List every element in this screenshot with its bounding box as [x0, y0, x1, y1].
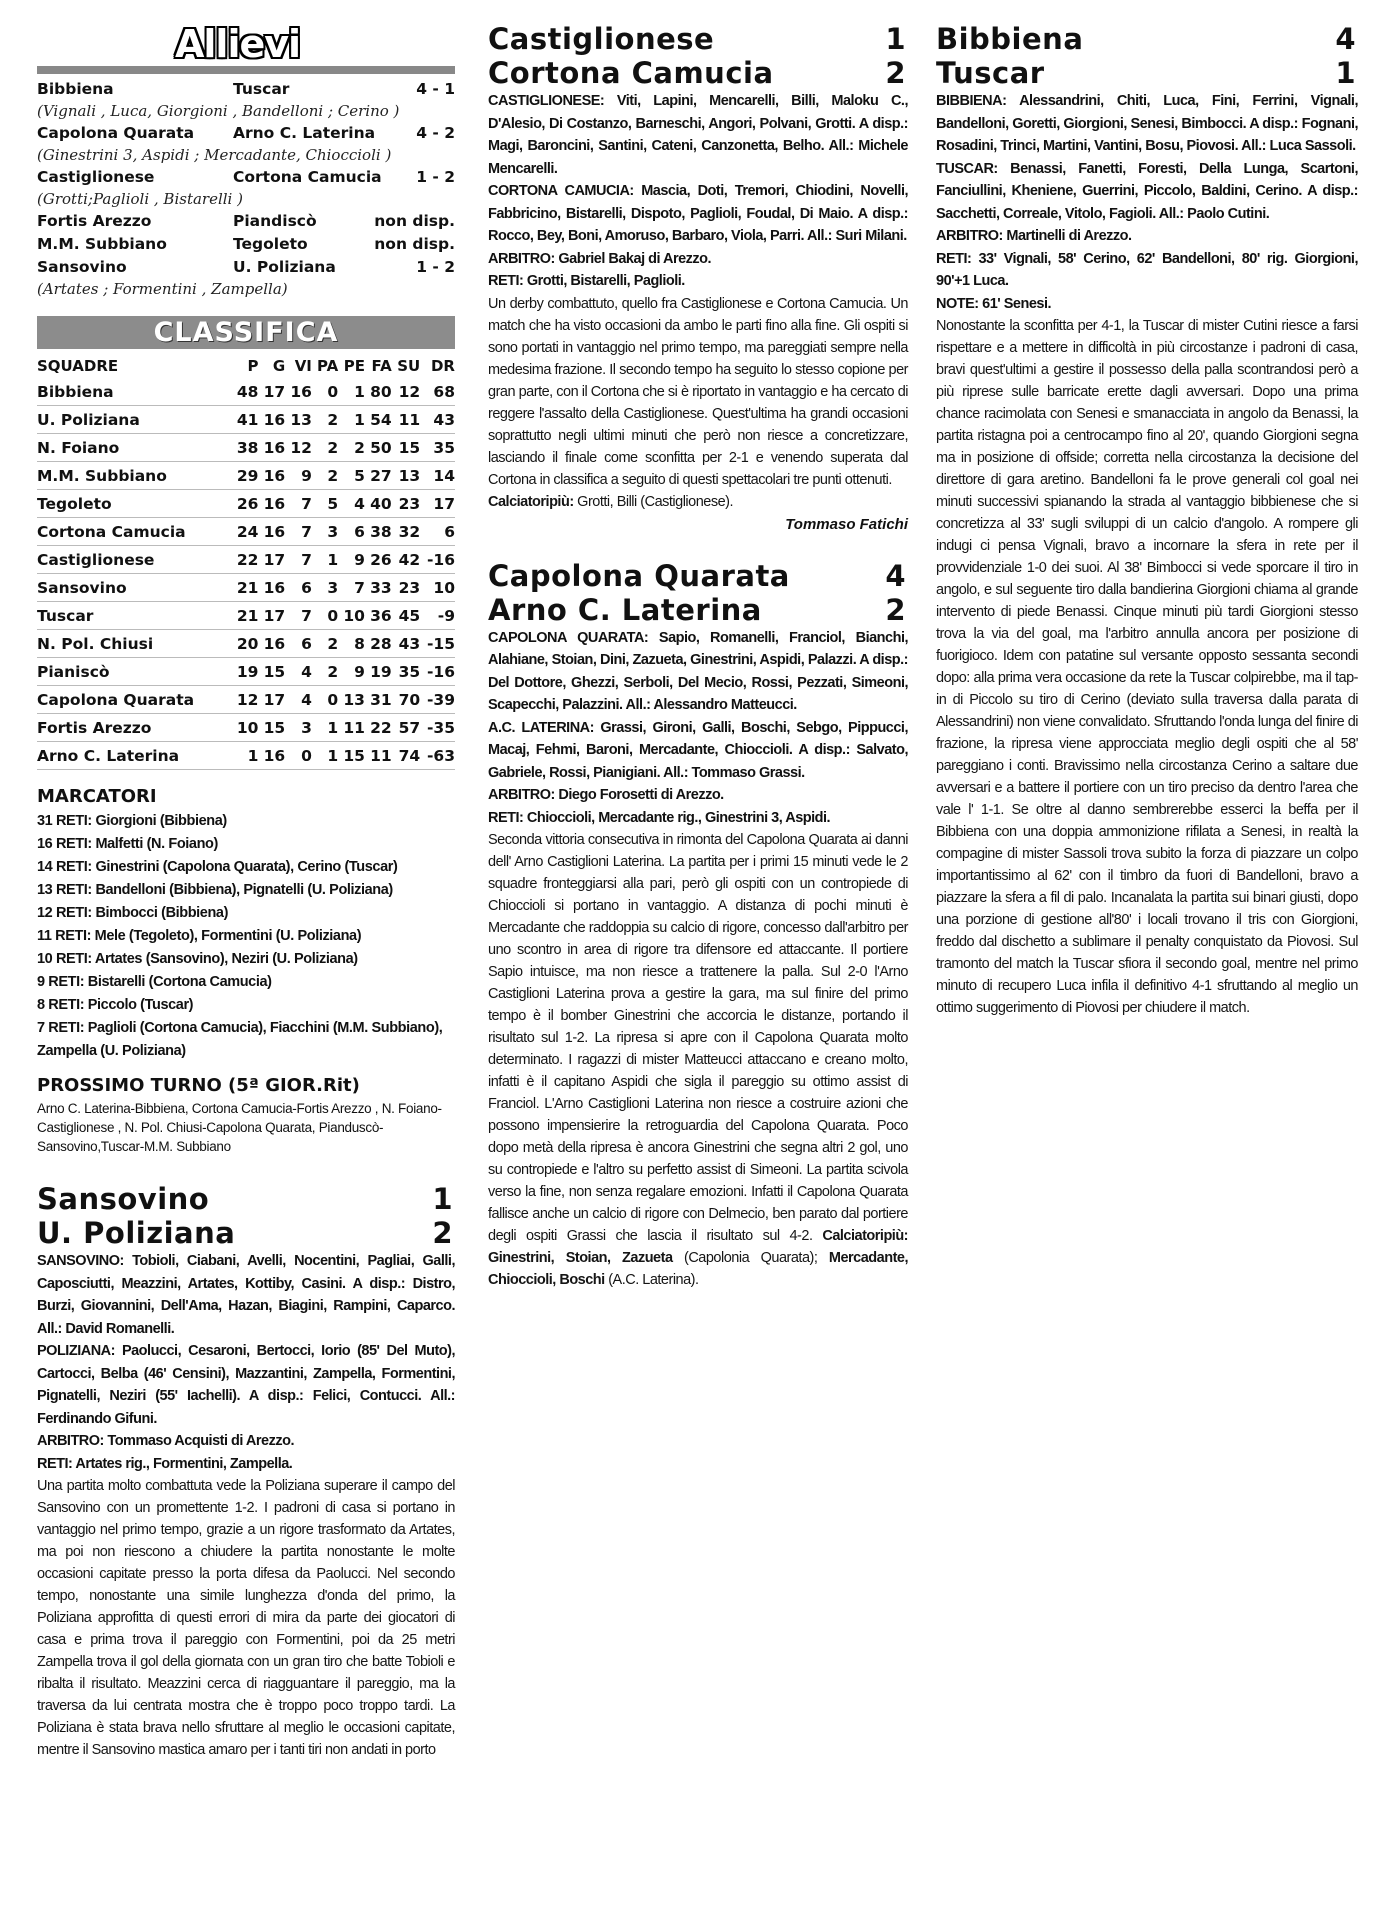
standings-cell-pe: 6 [354, 522, 365, 541]
standings-cell-fa: 33 [370, 578, 392, 597]
standings-cell-g: 15 [263, 662, 286, 681]
standings-cell-pe: 1 [354, 382, 365, 401]
standings-cell-p: 1 [247, 746, 259, 765]
standings-cell-g: 17 [263, 550, 286, 569]
standings-cell-su: 42 [398, 550, 421, 569]
standings-cell-team: Sansovino [37, 578, 127, 597]
match-away-line [37, 1216, 455, 1250]
standings-cell-pa: 0 [327, 690, 339, 709]
standings-cell-g: 16 [263, 634, 286, 653]
standings-cell-dr: 68 [433, 382, 455, 401]
standings-cell-vi: 7 [301, 550, 312, 569]
allievi-header [37, 22, 455, 74]
standings-cell-pe: 10 [343, 606, 365, 625]
standings-cell-p: 21 [236, 606, 259, 625]
arbitro: ARBITRO: Gabriel Bakaj di Arezzo. [488, 250, 712, 267]
standings-cell-team: Bibbiena [37, 382, 114, 401]
col-dr: DR [430, 356, 455, 375]
standings-cell-g: 15 [263, 718, 286, 737]
standings-cell-p: 29 [236, 466, 259, 485]
standings-cell-su: 32 [398, 522, 421, 541]
standings-cell-pe: 1 [354, 410, 365, 429]
classifica-header [37, 316, 455, 349]
standings-cell-dr: -63 [426, 746, 455, 765]
standings-cell-fa: 28 [370, 634, 392, 653]
standings-cell-dr: -9 [437, 606, 455, 625]
standings-cell-vi: 7 [301, 522, 312, 541]
match-report: Un derby combattuto, quello fra Castiglionese e Cortona Camucia. Un match che ha visto occasioni da ambo le parti fino alla fine. Gli ospiti si sono portati in vantaggio nel primo tempo, ma pareggiati sempre nella medesima frazione. Il secondo tempo ha seguito lo stesso copione per gran parte, con il Cortona che si è riportato in vantaggio e ha cercato di reggere l'assalto della Castiglionese. Quest'ultima ha grandi occasioni soprattutto negli ultimi minuti che però non riesce a concretizzare, lasciando il finale come sconfitta per 2-1 e venendo superata dal Cortona in classifica a seguito di questi spettacolari tre punti ottenuti. [488, 295, 908, 488]
column-center [488, 22, 908, 1291]
standings-cell-team: Tuscar [37, 606, 94, 625]
standings-cell-fa: 11 [370, 746, 392, 765]
match-away-line [488, 56, 908, 90]
result-away: Tegoleto [233, 235, 308, 253]
result-away: U. Poliziana [233, 258, 336, 276]
standings-cell-pa: 1 [327, 550, 339, 569]
standings-row [37, 602, 455, 630]
result-row [37, 233, 455, 256]
scorer-line: 11 RETI: Mele (Tegoleto), Formentini (U. Poliziana) [37, 928, 362, 944]
standings-cell-pe: 2 [354, 438, 365, 457]
standings-cell-dr: -35 [426, 718, 455, 737]
standings-cell-fa: 38 [370, 522, 392, 541]
standings-cell-pa: 1 [327, 746, 339, 765]
standings-cell-p: 24 [236, 522, 259, 541]
standings-row [37, 658, 455, 686]
standings-cell-dr: 43 [433, 410, 455, 429]
standings-cell-team: N. Foiano [37, 438, 120, 457]
standings-cell-vi: 6 [301, 578, 312, 597]
standings-cell-team: Castiglionese [37, 550, 155, 569]
match-away-team: Tuscar [936, 56, 1045, 90]
match-report: Una partita molto combattuta vede la Poliziana superare il campo del Sansovino con un promettente 1-2. I padroni di casa si portano in vantaggio nel primo tempo, grazie a un rigore trasformato da Artates, ma poi non riescono a chiudere la partita nonostante le molte occasioni capitate presso la porta difesa da Paolucci. Nel secondo tempo, nonostante una simile lunghezza d'onda del primo, la Poliziana approfitta di questi errori di mira da parte dei giocatori di casa e prima trova il pareggio con Formentini, poi da 25 metri Zampella trova il gol della giornata con un gran tiro che batte Tobioli e ribalta il risultato. Meazzini cerca di riagguantare il pareggio, ma la traversa da lui centrata mostra che è troppo poco troppo tardi. La Poliziana è stata brava nello sfruttare al meglio le occasioni capitate, mentre il Sansovino mastica amaro per i tanti tiri non andati in porto [37, 1478, 455, 1758]
standings-cell-g: 17 [263, 690, 286, 709]
standings-cell-g: 16 [263, 466, 286, 485]
standings-cell-fa: 31 [370, 690, 392, 709]
scorer-line: 12 RETI: Bimbocci (Bibbiena) [37, 905, 229, 921]
standings-cell-pe: 5 [354, 466, 365, 485]
standings-cell-su: 74 [398, 746, 421, 765]
standings-cell-pe: 7 [354, 578, 365, 597]
calciatoripiu-label: Calciatoripiù: [488, 493, 574, 510]
result-home: Fortis Arezzo [37, 212, 152, 230]
standings-row [37, 630, 455, 658]
standings-row [37, 518, 455, 546]
standings-cell-su: 57 [398, 718, 421, 737]
standings-row [37, 686, 455, 714]
scorer-line: 14 RETI: Ginestrini (Capolona Quarata), Cerino (Tuscar) [37, 859, 398, 875]
arbitro: ARBITRO: Tommaso Acquisti di Arezzo. [37, 1433, 294, 1449]
calciatoripiu-home-names: Ginestrini, Stoian, Zazueta [488, 1250, 673, 1266]
standings-cell-fa: 19 [370, 662, 392, 681]
col-g: G [272, 356, 286, 375]
result-score: 1 - 2 [416, 258, 455, 276]
standings-cell-pa: 5 [327, 494, 339, 513]
scorer-line: 31 RETI: Giorgioni (Bibbiena) [37, 813, 227, 829]
lineup-away: A.C. LATERINA: Grassi, Gironi, Galli, Boschi, Sebgo, Pippucci, Macaj, Fehmi, Baroni, Mercadante, Chioccioli. A disp.: Salvato, Gabriele, Rossi, Pianigiani. All.: Tommaso Grassi. [488, 719, 908, 781]
standings-cell-pe: 8 [354, 634, 365, 653]
col-fa: FA [371, 356, 392, 375]
standings-cell-pa: 2 [327, 662, 339, 681]
standings-cell-dr: -15 [426, 634, 455, 653]
arbitro: ARBITRO: Martinelli di Arezzo. [936, 228, 1132, 244]
standings-cell-g: 16 [263, 494, 286, 513]
standings-cell-dr: -16 [426, 550, 455, 569]
reti: RETI: 33' Vignali, 58' Cerino, 62' Bandelloni, 80' rig. Giorgioni, 90'+1 Luca. [936, 250, 1358, 289]
match-away-line [936, 56, 1358, 90]
standings-cell-p: 48 [236, 382, 259, 401]
lineup-home: BIBBIENA: Alessandrini, Chiti, Luca, Fini, Ferrini, Vignali, Bandelloni, Goretti, Giorgioni, Senesi, Bimbocci. A disp.: Fognani, Rosadini, Trinci, Martini, Vantini, Bosu, Piovosi. All.: Luca Sassoli. [936, 93, 1358, 154]
match-away-score: 2 [885, 56, 906, 90]
standings-cell-p: 20 [236, 634, 259, 653]
match-home-team: Capolona Quarata [488, 558, 790, 593]
arbitro: ARBITRO: Diego Forosetti di Arezzo. [488, 787, 724, 803]
match-report-text: Seconda vittoria consecutiva in rimonta del Capolona Quarata ai danni dell' Arno Castiglioni Laterina. La partita per i primi 15 minuti vede le 2 squadre fronteggiarsi alla pari, però gli ospiti con un contropiede di Chioccioli si portano in vantaggio. A distanza di pochi minuti è Mercadante che raddoppia su calcio di rigore, concesso dall'arbitro per uno scontro in area di rigore tra difensore ed attaccante. Il portiere Sapio intuisce, ma non riesce a trattenere la palla. Sul 2-0 l'Arno Castiglioni Laterina prova a gestire la gara, ma sul finire del primo tempo è il bomber Ginestrini che accorcia le distanze, portando il risultato sul 1-2. La ripresa si apre con il Capolona Quarata molto determinato. I ragazzi di mister Matteucci attaccano e creano molto, infatti è il capitano Aspidi che sigla il pareggio su ottimo assist di Franciol. L'Arno Castiglioni Laterina non riesce a costruire azioni che possono impensierire la retroguardia del Capolona Quarata. Poco dopo metà della ripresa è ancora Ginestrini che segna altri 2 gol, uno su contropiede e l'altro su perfetto assist di Simeoni. La partita scivola verso la fine, non senza regalare emozioni. Infatti il Capolona Quarata fallisce anche un calcio di rigore con Delmecio, ben parato dal portiere degli ospiti Grassi che lascia il risultato sul 4-2. [488, 832, 908, 1244]
standings-cell-pa: 3 [327, 578, 339, 597]
standings-cell-dr: 35 [433, 438, 455, 457]
standings-cell-team: M.M. Subbiano [37, 466, 167, 485]
standings-cell-p: 38 [236, 438, 259, 457]
standings-cell-su: 43 [398, 634, 421, 653]
standings-cell-pa: 0 [327, 382, 339, 401]
standings-cell-p: 26 [236, 494, 259, 513]
match-home-line [488, 559, 908, 593]
col-squadre: SQUADRE [37, 356, 119, 375]
calciatoripiu-names: Grotti, Billi (Castiglionese). [573, 493, 734, 510]
col-p: P [247, 356, 259, 375]
allievi-title: Allievi [175, 22, 301, 66]
standings-cell-dr: -39 [426, 690, 455, 709]
standings-header-row [37, 353, 455, 378]
lineup-away: TUSCAR: Benassi, Fanetti, Foresti, Della Lunga, Scartoni, Fanciullini, Kheniene, Guerrini, Piccolo, Baldini, Cerino. A disp.: Sacchetti, Correale, Vitolo, Fagioli. All.: Paolo Cutini. [936, 160, 1358, 222]
standings-cell-p: 41 [236, 410, 259, 429]
standings-row [37, 490, 455, 518]
standings-cell-vi: 7 [301, 606, 312, 625]
standings-cell-fa: 26 [370, 550, 392, 569]
calciatoripiu-home-team: (Capolonia Quarata); [672, 1250, 818, 1266]
standings-cell-vi: 0 [301, 746, 312, 765]
standings-cell-pa: 3 [327, 522, 339, 541]
standings-cell-g: 16 [263, 578, 286, 597]
standings-cell-team: U. Poliziana [37, 410, 140, 429]
result-home: M.M. Subbiano [37, 235, 167, 253]
match-home-team: Sansovino [37, 1182, 210, 1216]
author: Tommaso Fatichi [785, 515, 908, 533]
prossimo-title: PROSSIMO TURNO (5ª GIOR.Rit) [37, 1075, 360, 1096]
standings-cell-pa: 1 [327, 718, 339, 737]
result-score: non disp. [374, 235, 455, 253]
standings-cell-g: 16 [263, 522, 286, 541]
result-scorers: (Ginestrini 3, Aspidi ; Mercadante, Chioccioli ) [37, 146, 392, 164]
match-away-score: 2 [885, 592, 906, 627]
standings-cell-pe: 15 [343, 746, 365, 765]
standings-cell-team: Cortona Camucia [37, 522, 186, 541]
results-list [37, 78, 455, 300]
match-home-score: 4 [1335, 22, 1356, 56]
col-pe: PE [343, 356, 365, 375]
standings-cell-su: 70 [398, 690, 421, 709]
result-home: Bibbiena [37, 80, 114, 98]
scorer-line: 9 RETI: Bistarelli (Cortona Camucia) [37, 974, 272, 990]
result-scorers: (Artates ; Formentini , Zampella) [37, 280, 288, 298]
calciatoripiu-away-names: Mercadante, Chioccioli, Boschi [488, 1250, 908, 1288]
match-away-team: Cortona Camucia [488, 56, 774, 90]
standings-cell-p: 21 [236, 578, 259, 597]
result-row [37, 122, 455, 145]
standings-table [37, 353, 455, 770]
standings-cell-g: 16 [263, 746, 286, 765]
standings-cell-su: 35 [398, 662, 421, 681]
standings-cell-dr: 10 [433, 578, 455, 597]
result-scorers: (Grotti;Paglioli , Bistarelli ) [37, 190, 243, 208]
standings-cell-fa: 40 [370, 494, 392, 513]
match-home-line [488, 22, 908, 56]
standings-cell-p: 22 [236, 550, 259, 569]
standings-cell-pe: 9 [354, 662, 365, 681]
result-home: Sansovino [37, 258, 127, 276]
standings-cell-fa: 54 [370, 410, 392, 429]
lineup-away: CORTONA CAMUCIA: Mascia, Doti, Tremori, Chiodini, Novelli, Fabbricino, Bistarelli, Dispoto, Paglioli, Foudal, Di Maio. A disp.: Rocco, Bey, Boni, Amoruso, Barbaro, Viola, Parri. All.: Suri Milani. [488, 183, 908, 244]
standings-cell-vi: 4 [301, 690, 312, 709]
scorer-line: 8 RETI: Piccolo (Tuscar) [37, 997, 194, 1013]
standings-cell-fa: 80 [370, 382, 392, 401]
standings-cell-su: 12 [398, 382, 421, 401]
standings-cell-vi: 3 [301, 718, 312, 737]
standings-row [37, 406, 455, 434]
standings-cell-team: N. Pol. Chiusi [37, 634, 154, 653]
note: NOTE: 61' Senesi. [936, 295, 1052, 312]
scorer-line: 10 RETI: Artates (Sansovino), Neziri (U. Poliziana) [37, 951, 358, 967]
result-score: 4 - 2 [416, 124, 455, 142]
standings-cell-p: 19 [236, 662, 259, 681]
standings-cell-pa: 2 [327, 438, 339, 457]
standings-row [37, 546, 455, 574]
standings-cell-pe: 9 [354, 550, 365, 569]
match-home-line [37, 1182, 455, 1216]
standings-cell-dr: -16 [426, 662, 455, 681]
standings-cell-su: 11 [398, 410, 421, 429]
col-pa: PA [316, 356, 339, 375]
standings-cell-pa: 2 [327, 466, 339, 485]
marcatori-list [37, 810, 455, 1063]
scorer-line: 7 RETI: Paglioli (Cortona Camucia), Fiacchini (M.M. Subbiano), Zampella (U. Poliziana) [37, 1020, 443, 1059]
standings-row [37, 462, 455, 490]
match-home-score: 1 [885, 22, 906, 56]
match-away-team: U. Poliziana [37, 1216, 236, 1250]
standings-cell-su: 13 [398, 466, 421, 485]
standings-cell-vi: 13 [290, 410, 312, 429]
result-home: Castiglionese [37, 168, 155, 186]
standings-cell-dr: 14 [433, 466, 455, 485]
standings-cell-vi: 16 [290, 382, 312, 401]
calciatoripiu-label: Calciatoripiù: [822, 1228, 909, 1244]
standings-cell-team: Capolona Quarata [37, 690, 195, 709]
result-away: Arno C. Laterina [233, 124, 376, 142]
standings-cell-dr: 6 [444, 522, 455, 541]
match-away-score: 1 [1335, 56, 1356, 90]
standings-row [37, 574, 455, 602]
match-home-line [936, 22, 1358, 56]
standings-cell-team: Tegoleto [37, 494, 112, 513]
standings-cell-pa: 2 [327, 410, 339, 429]
standings-cell-fa: 27 [370, 466, 392, 485]
standings-cell-fa: 22 [370, 718, 392, 737]
lineup-home: CAPOLONA QUARATA: Sapio, Romanelli, Franciol, Bianchi, Alahiane, Stoian, Dini, Zazueta, Ginestrini, Aspidi, Palazzi. A disp.: Del Dottore, Ghezzi, Serboli, Del Mecio, Rossi, Pezzati, Simeoni, Scapecchi, Palazzini. All.: Alessandro Matteucci. [488, 629, 908, 713]
match-away-line [488, 593, 908, 627]
prossimo-text: Arno C. Laterina-Bibbiena, Cortona Camucia-Fortis Arezzo , N. Foiano-Castiglionese , N. Pol. Chiusi-Capolona Quarata, Pianduscò-Sansovino,Tuscar-M.M. Subbiano [37, 1101, 442, 1154]
reti: RETI: Grotti, Bistarelli, Paglioli. [488, 273, 685, 289]
lineup-home: SANSOVINO: Tobioli, Ciabani, Avelli, Nocentini, Pagliai, Galli, Caposciutti, Meazzini, Artates, Kottiby, Casini. A disp.: Distro, Burzi, Giovannini, Dell'Ama, Hazan, Biagini, Rampini, Caparco. All.: David Romanelli. [37, 1253, 455, 1337]
reti: RETI: Artates rig., Formentini, Zampella. [37, 1455, 293, 1472]
standings-cell-pe: 11 [343, 718, 365, 737]
result-row [37, 78, 455, 101]
result-away: Cortona Camucia [233, 168, 382, 186]
standings-row [37, 434, 455, 462]
result-row [37, 256, 455, 279]
result-score: non disp. [374, 212, 455, 230]
standings-cell-pa: 2 [327, 634, 339, 653]
standings-cell-su: 15 [398, 438, 421, 457]
standings-cell-vi: 12 [290, 438, 312, 457]
standings-cell-team: Fortis Arezzo [37, 718, 152, 737]
col-vi: VI [294, 356, 312, 375]
standings-cell-vi: 7 [301, 494, 312, 513]
standings-cell-pe: 13 [343, 690, 365, 709]
result-score: 4 - 1 [416, 80, 455, 98]
match-home-team: Castiglionese [488, 22, 715, 56]
standings-cell-p: 12 [236, 690, 259, 709]
match-away-team: Arno C. Laterina [488, 592, 762, 627]
standings-cell-g: 17 [263, 382, 286, 401]
standings-cell-fa: 50 [370, 438, 392, 457]
match-home-score: 4 [885, 558, 906, 593]
standings-cell-su: 45 [398, 606, 421, 625]
standings-cell-fa: 36 [370, 606, 392, 625]
standings-cell-team: Pianiscò [37, 662, 110, 681]
standings-cell-vi: 4 [301, 662, 312, 681]
result-away: Piandiscò [233, 212, 317, 230]
result-scorers: (Vignali , Luca, Giorgioni , Bandelloni ; Cerino ) [37, 102, 400, 120]
result-row [37, 166, 455, 189]
column-right [936, 22, 1358, 1019]
standings-cell-pa: 0 [327, 606, 339, 625]
standings-cell-team: Arno C. Laterina [37, 746, 180, 765]
lineup-home: CASTIGLIONESE: Viti, Lapini, Mencarelli, Billi, Maloku C., D'Alesio, Di Costanzo, Barneschi, Angori, Polvani, Grotti. A disp.: Magi, Baroncini, Santini, Cateni, Canzonetta, Belho. All.: Michele Mencarelli. [488, 93, 908, 177]
scorer-line: 13 RETI: Bandelloni (Bibbiena), Pignatelli (U. Poliziana) [37, 882, 393, 898]
column-left [37, 22, 455, 1761]
classifica-title: CLASSIFICA [153, 317, 339, 348]
reti: RETI: Chioccioli, Mercadante rig., Ginestrini 3, Aspidi. [488, 809, 831, 826]
result-score: 1 - 2 [416, 168, 455, 186]
standings-cell-su: 23 [398, 578, 421, 597]
result-away: Tuscar [233, 80, 290, 98]
match-report: Nonostante la sconfitta per 4-1, la Tuscar di mister Cutini riesce a farsi rispettare e a mettere in difficoltà in più circostanze i padroni di casa, bravi quest'ultimi a gestire il possesso della palla scontrandosi però a più riprese sulle barricate erette dagli avversari. Dopo una prima chance racimolata con Senesi e smanacciata in angolo da Benassi, la partita ristagna poi a centrocampo fino al 20', quando Giorgioni segna ma in posizione di offside; corretta nella circostanza la decisione del direttore di gara aretino. Bandelloni fa le prove generali col goal nei minuti successivi spianando la strada al vantaggio bibbienese che si concretizza al 33' sugli sviluppi di un calcio d'angolo. A rompere gli indugi ci pensa Vignali, bravo a incornare la sfera in rete per il provvidenziale 1-0 dei suoi. Al 38' Bimbocci si vede sporcare il tiro in angolo, e sul seguente tiro dalla bandierina Giorgioni chiama al grande intervento di piede Benassi. Cinque minuti più tardi Giorgioni stesso trova la via del goal, ma l'arbitro annulla ancora per posizione di fuorigioco. Idem con patatine sul versante opposto sessanta secondi dopo: alla prima vera occasione da rete la Tuscar colpirebbe, ma il tap-in di Piccolo su tiro di Cerino (deviato sulla traversa dalla parata di Alessandrini) non viene convalidato. Sfruttando l'onda lunga del finire di frazione, la ripresa viene approcciata meglio degli ospiti che al 58' pareggiano i conti. Bravissimo nella circostanza Cerino a saltare due avversari e a battere il portiere con un tiro preciso da dentro l'area che vale l' 1-1. Se oltre al danno sembrerebbe esserci la beffa per il Bibbiena con una doppia ammonizione rifilata a Senesi, in realtà la compagine di mister Sassoli trova subito la forza di piazzare un colpo importantissimo al 62' con il timbro da fuori di Bandelloni, bravo a piazzare la sfera a fil di palo. Incanalata la partita sui binari giusti, dopo una porzione di gestione all'80' i locali trovano il tris con Giorgioni, freddo dal dischetto a sublimare il penalty conquistato da Piovosi. Sul tramonto del match la Tuscar sfiora il secondo goal, mentre nel primo minuto di recupero Luca infila il definitivo 4-1 sfruttando al meglio un ottimo suggerimento di Piovosi per chiudere il match. [936, 318, 1359, 1016]
result-row [37, 210, 455, 233]
standings-cell-vi: 9 [301, 466, 312, 485]
standings-cell-p: 10 [236, 718, 259, 737]
standings-row [37, 714, 455, 742]
standings-cell-g: 16 [263, 410, 286, 429]
calciatoripiu [488, 491, 908, 513]
standings-cell-su: 23 [398, 494, 421, 513]
match-away-score: 2 [432, 1216, 453, 1250]
match-home-team: Bibbiena [936, 22, 1084, 56]
calciatoripiu-away-team: (A.C. Laterina). [604, 1272, 699, 1288]
standings-cell-vi: 6 [301, 634, 312, 653]
result-home: Capolona Quarata [37, 124, 195, 142]
standings-cell-g: 17 [263, 606, 286, 625]
standings-row [37, 742, 455, 770]
match-home-score: 1 [432, 1182, 453, 1216]
scorer-line: 16 RETI: Malfetti (N. Foiano) [37, 836, 218, 852]
standings-cell-g: 16 [263, 438, 286, 457]
standings-cell-dr: 17 [433, 494, 455, 513]
marcatori-title: MARCATORI [37, 786, 157, 807]
standings-body [37, 378, 455, 770]
match-report [488, 829, 908, 1291]
lineup-away: POLIZIANA: Paolucci, Cesaroni, Bertocci, Iorio (85' Del Muto), Cartocci, Belba (46' Censini), Mazzantini, Zampella, Formentini, Pignatelli, Neziri (55' Iachelli). A disp.: Felici, Contucci. All.: Ferdinando Gifuni. [37, 1343, 455, 1427]
col-su: SU [397, 356, 421, 375]
standings-cell-pe: 4 [354, 494, 365, 513]
standings-row [37, 378, 455, 406]
